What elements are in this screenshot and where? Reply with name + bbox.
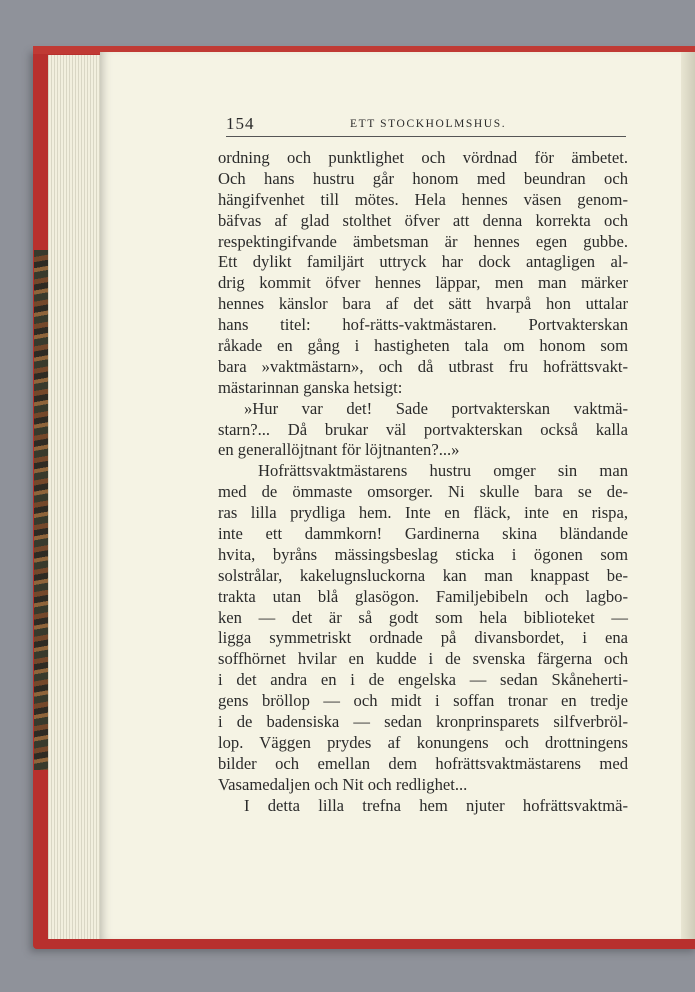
header-rule xyxy=(226,136,626,137)
text-line: Och hans hustru går honom med beundran och xyxy=(218,168,628,188)
text-line: solstrålar, kakelugnsluckorna kan man knappast be- xyxy=(218,565,628,585)
text-line: mästarinnan ganska hetsigt: xyxy=(218,377,403,397)
text-line: Hofrättsvaktmästarens hustru omger sin man xyxy=(258,461,628,481)
text-line: bara »vaktmästarn», och då utbrast fru hofrättsvakt- xyxy=(218,356,628,376)
text-line: bäfvas af glad stolthet öfver att denna korrekta och xyxy=(218,210,628,230)
text-line: Ett dylikt familjärt uttryck har dock antagligen al- xyxy=(218,252,628,272)
text-line: bilder och emellan dem hofrättsvaktmästarens med xyxy=(218,753,628,773)
text-line: ordning och punktlighet och vördnad för ämbetet. xyxy=(218,148,628,167)
text-line: inte ett dammkorn! Gardinerna skina bländande xyxy=(218,524,628,544)
text-line: drig kommit öfver hennes läppar, men man märker xyxy=(218,273,628,293)
text-line: hvita, byråns mässingsbeslag sticka i ögonen som xyxy=(218,544,628,564)
text-line: starn?... Då brukar väl portvakterskan också kalla xyxy=(218,419,628,439)
text-line: med de ömmaste omsorger. Ni skulle bara se de- xyxy=(218,482,628,502)
text-line: soffhörnet hvilar en kudde i de svenska färgerna och xyxy=(218,649,628,669)
marbled-endpaper xyxy=(34,250,48,770)
text-line: trakta utan blå glasögon. Familjebibeln och lagbo- xyxy=(218,586,628,606)
text-line: råkade en gång i hastigheten tala om honom som xyxy=(218,336,628,356)
body-text xyxy=(218,148,628,817)
page-header xyxy=(226,114,626,136)
text-line: i det andra en i de engelska — sedan Skåneherti- xyxy=(218,670,628,690)
text-line: Vasamedaljen och Nit och redlighet... xyxy=(218,774,468,794)
text-line: hängifvenhet till mötes. Hela hennes väsen genom- xyxy=(218,189,628,209)
text-line: ras lilla prydliga hem. Inte en fläck, inte en rispa, xyxy=(218,503,628,523)
text-line: I detta lilla trefna hem njuter hofrättsvaktmä- xyxy=(244,795,628,815)
text-line: ken — det är så godt som hela biblioteket — xyxy=(218,607,628,627)
page-stack-edges xyxy=(48,55,108,939)
text-line: hennes känslor bara af det sätt hvarpå hon uttalar xyxy=(218,294,628,314)
text-line: »Hur var det! Sade portvakterskan vaktmä- xyxy=(244,398,628,418)
text-line: hans titel: hof-rätts-vaktmästaren. Portvakterskan xyxy=(218,315,628,335)
text-line: respektingifvande ämbetsman är hennes egen gubbe. xyxy=(218,231,628,251)
text-line: i de badensiska — sedan kronprinsparets silfverbröl- xyxy=(218,712,628,732)
text-line: ligga symmetriskt ordnade på divansbordet, i ena xyxy=(218,628,628,648)
page-right-edge xyxy=(681,52,695,939)
page-number: 154 xyxy=(226,114,255,133)
running-title: ETT STOCKHOLMSHUS. xyxy=(350,118,507,130)
text-line: en generallöjtnant för löjtnanten?...» xyxy=(218,440,460,460)
text-line: lop. Väggen prydes af konungens och drottningens xyxy=(218,732,628,752)
text-line: gens bröllop — och midt i soffan tronar en tredje xyxy=(218,691,628,711)
